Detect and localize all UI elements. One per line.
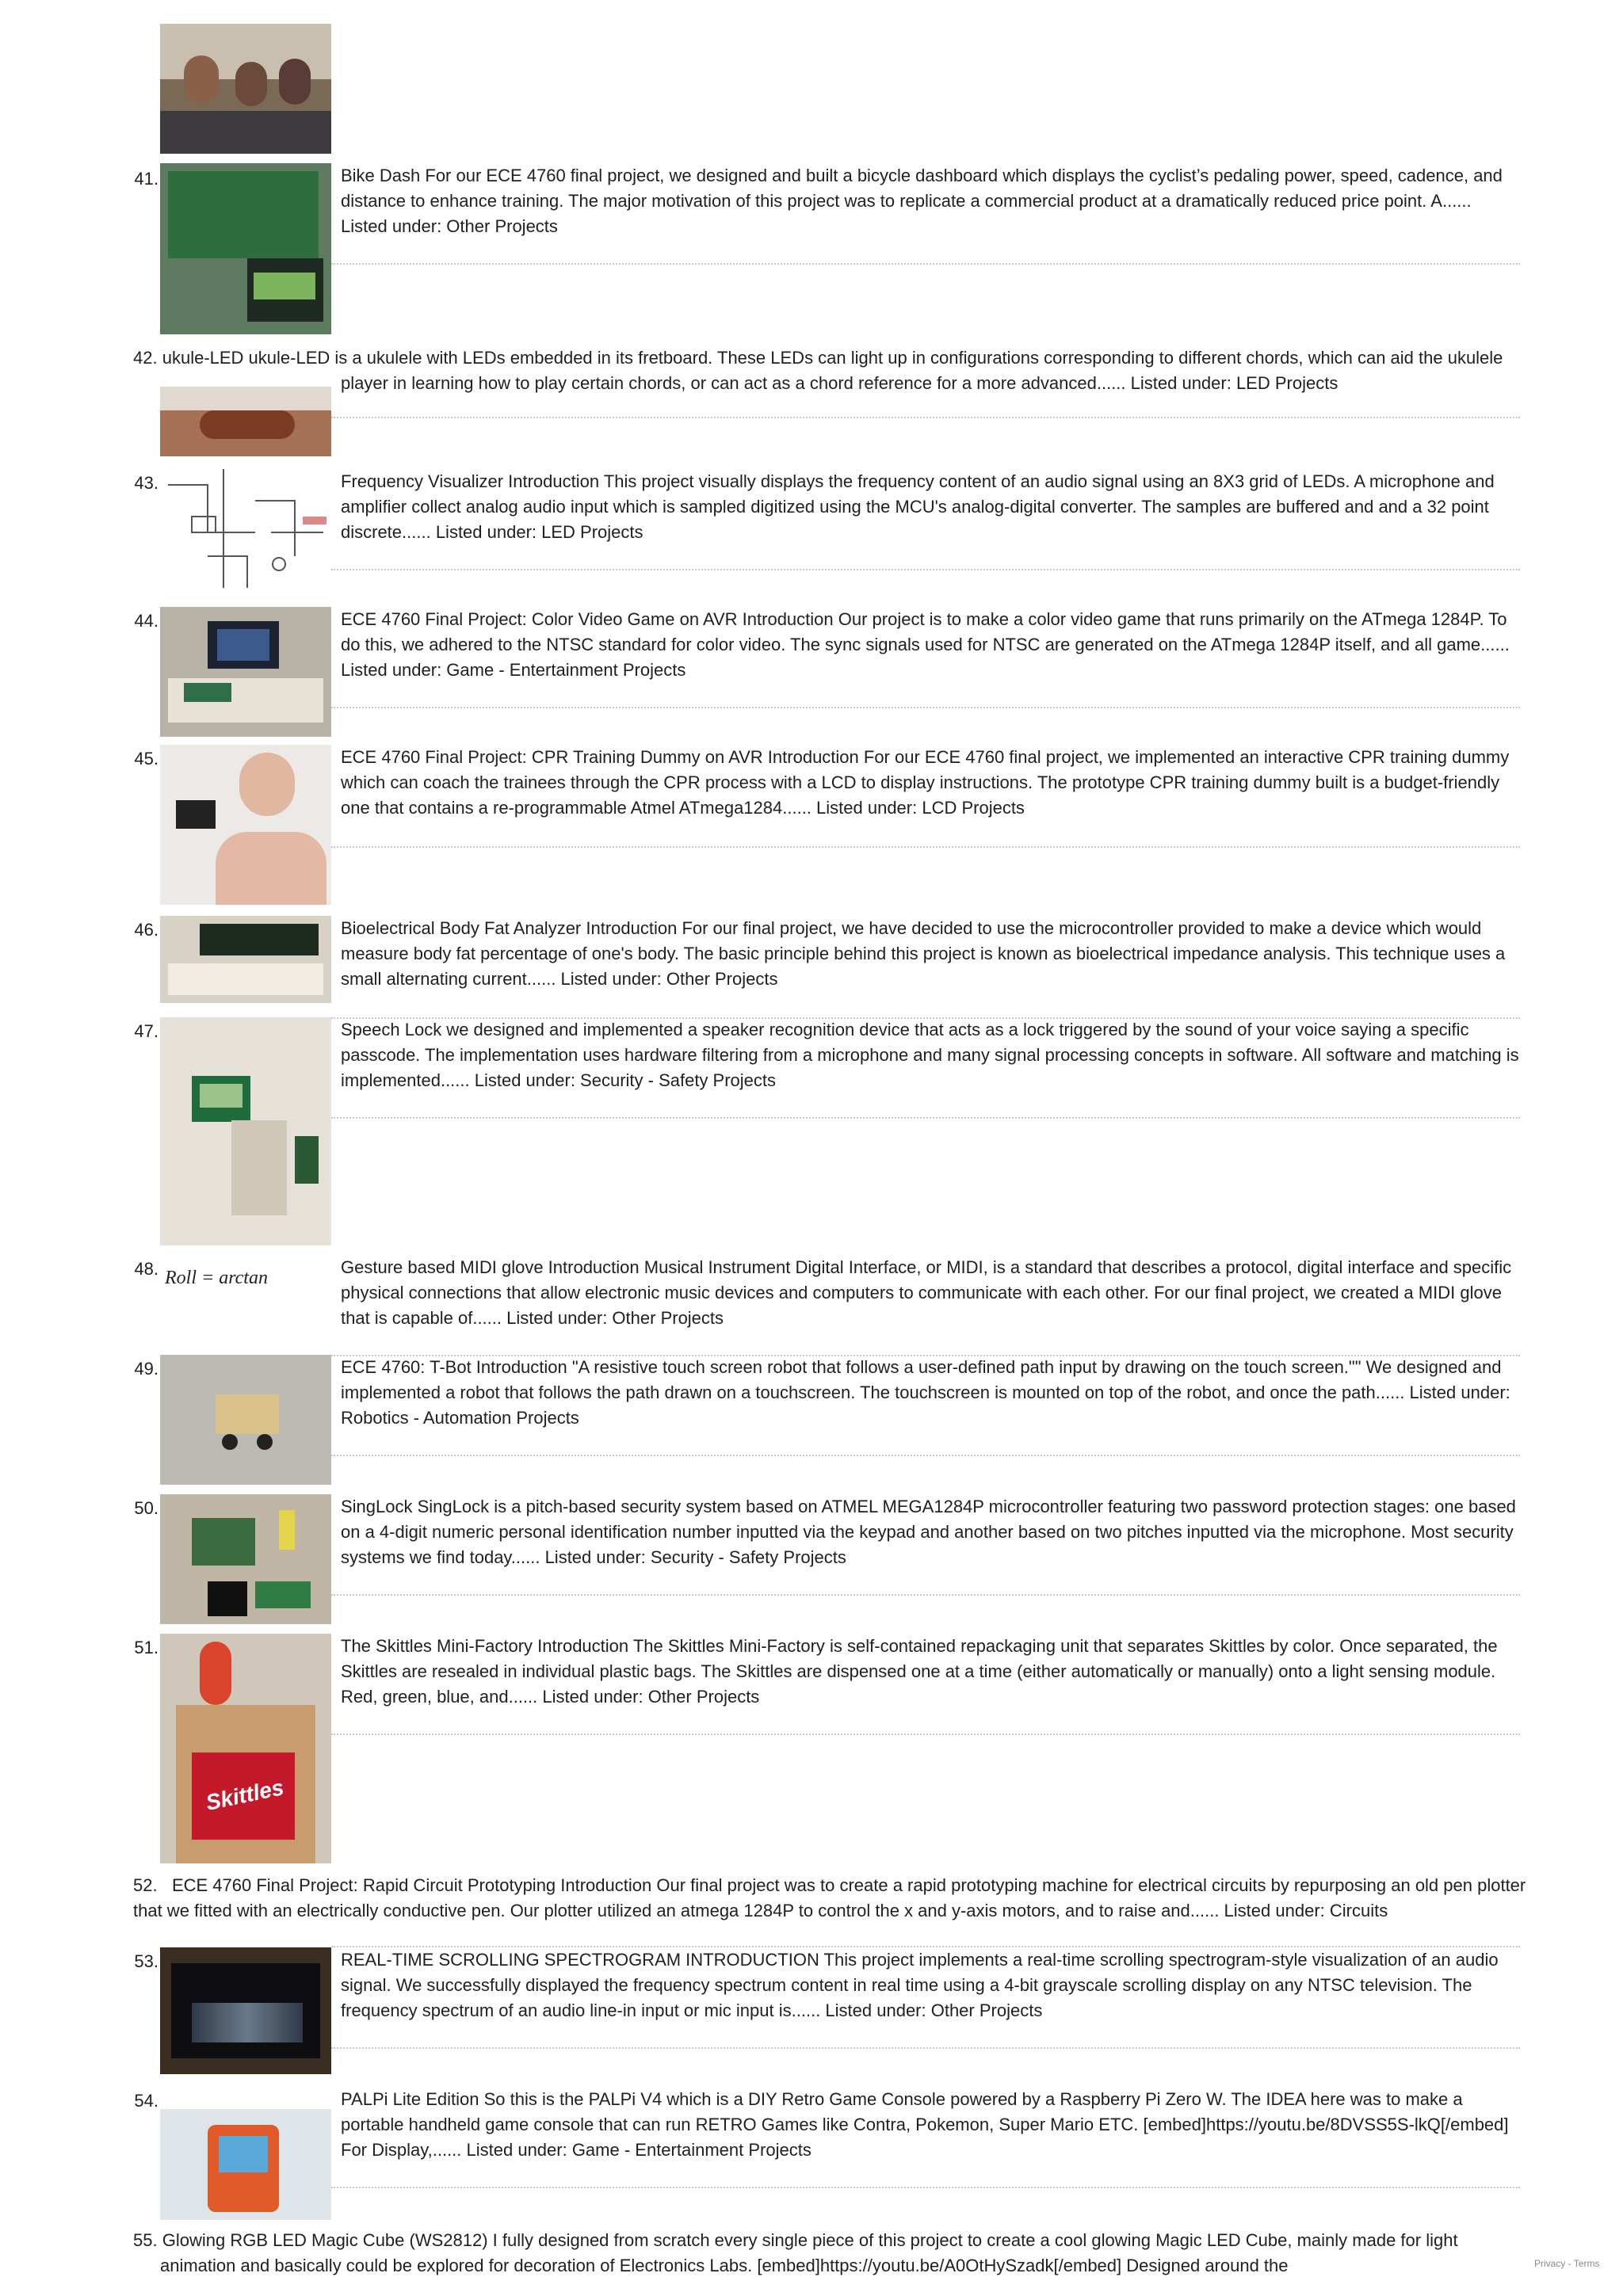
item-number: 50. — [134, 1498, 158, 1518]
item-number: 46. — [134, 920, 158, 940]
item-number: 51. — [134, 1638, 158, 1657]
thumbnail-image[interactable] — [160, 607, 331, 737]
item-number: 55. — [133, 2230, 158, 2250]
item-description[interactable]: PALPi Lite Edition So this is the PALPi V4 which is a DIY Retro Game Console powered by a Raspberry Pi Zero W. The IDEA here was to make a portable handheld game console that can run RETRO Games like Contra, Pokemon, Super Mario ETC. [embed]https://youtu.be/8DVSS5S-lkQ[/embed] For Display,...... Listed under: Game - Entertainment Projects — [341, 2089, 1509, 2160]
item-description[interactable]: Speech Lock we designed and implemented a speaker recognition device that acts as a lock triggered by the sound of your voice saying a specific passcode. The implementation uses hardware filtering from a microphone and many signal processing concepts in software. All software and matching is implemented...... Listed under: Security - Safety Projects — [341, 1020, 1519, 1090]
thumbnail-image[interactable] — [160, 916, 331, 1003]
thumbnail-image[interactable] — [160, 24, 331, 154]
item-number: 42. — [133, 348, 158, 368]
divider — [331, 846, 1520, 848]
thumbnail-image[interactable] — [160, 1947, 331, 2074]
item-description[interactable]: SingLock SingLock is a pitch-based security system based on ATMEL MEGA1284P microcontroller featuring two password protection stages: one based on a 4-digit numeric personal identification number inputted via the keypad and another based on two pitches inputted via the microphone. Most security systems we find today...... Listed under: Security - Safety Projects — [341, 1497, 1516, 1567]
divider — [331, 1117, 1520, 1119]
item-description[interactable]: 52. ECE 4760 Final Project: Rapid Circuit Prototyping Introduction Our final project was to create a rapid prototyping machine for electrical circuits by repurposing an old pen plotter that we fitted with an electrically conductive pen. Our plotter utilized an atmega 1284P to control the x and y-axis motors, and to raise and...... Listed under: Circuits — [133, 1875, 1526, 1920]
thumbnail-image[interactable] — [160, 1253, 331, 1306]
divider — [331, 1594, 1520, 1596]
thumbnail-image[interactable] — [160, 745, 331, 905]
item-description[interactable]: REAL-TIME SCROLLING SPECTROGRAM INTRODUCTION This project implements a real-time scrolling spectrogram-style visualization of an audio signal. We successfully displayed the frequency spectrum content in real time using a 4-bit grayscale scrolling display on any NTSC television. The frequency spectrum of an audio line-in input or mic input is...... Listed under: Other Projects — [341, 1950, 1499, 2020]
item-description-continued[interactable]: player in learning how to play certain chords, or can act as a chord reference for a more advanced...... Listed under: LED Projects — [341, 373, 1338, 393]
divider — [331, 417, 1520, 418]
thumbnail-image[interactable] — [160, 1017, 331, 1245]
divider — [331, 569, 1520, 570]
item-description[interactable]: 42. ukule-LED ukule-LED is a ukulele with LEDs embedded in its fretboard. These LEDs can light up in configurations corresponding to different chords, which can aid the ukulele — [133, 348, 1503, 368]
thumbnail-image[interactable] — [160, 2109, 331, 2220]
circuit-schematic-icon — [160, 469, 331, 599]
item-number: 53. — [134, 1951, 158, 1971]
item-description[interactable]: ECE 4760: T-Bot Introduction "A resistive touch screen robot that follows a user-defined path input by drawing on the touch screen."" We designed and implemented a robot that follows the path drawn on a touchscreen. The touchscreen is mounted on top of the robot, and once the path...... Listed under: Robotics - Automation Projects — [341, 1357, 1510, 1428]
divider — [331, 263, 1520, 265]
item-number: 43. — [134, 473, 158, 493]
item-number: 41. — [134, 169, 158, 189]
item-number: 52. — [133, 1875, 158, 1895]
divider — [331, 2047, 1520, 2049]
item-number: 45. — [134, 749, 158, 769]
item-number: 47. — [134, 1021, 158, 1041]
divider — [331, 707, 1520, 708]
item-description-continued[interactable]: animation and basically could be explored for decoration of Electronics Labs. [embed]https://youtu.be/A0OtHySzadk[/embed] Designed around the — [160, 2256, 1289, 2275]
thumbnail-image[interactable] — [160, 469, 331, 599]
item-description[interactable]: Frequency Visualizer Introduction This project visually displays the frequency content of an audio signal using an 8X3 grid of LEDs. A microphone and amplifier collect analog audio input which is sampled digitized using the MCU's analog-digital converter. The samples are buffered and and a 32 point discrete...... Listed under: LED Projects — [341, 471, 1495, 542]
thumbnail-image[interactable] — [160, 163, 331, 334]
skittles-logo: Skittles — [203, 1774, 286, 1816]
item-number: 49. — [134, 1359, 158, 1379]
thumbnail-image[interactable] — [160, 1355, 331, 1485]
thumbnail-image[interactable] — [160, 387, 331, 456]
item-description[interactable]: Bioelectrical Body Fat Analyzer Introduction For our final project, we have decided to use the microcontroller provided to make a device which would measure body fat percentage of one's body. The basic principle behind this project is known as bioelectrical impedance analysis. This technique uses a small alternating current...... Listed under: Other Projects — [341, 918, 1506, 989]
item-number: 48. — [134, 1259, 158, 1279]
item-description[interactable]: ECE 4760 Final Project: CPR Training Dummy on AVR Introduction For our ECE 4760 final project, we implemented an interactive CPR training dummy which can coach the trainees through the CPR process with a LCD to display instructions. The prototype CPR training dummy built is a budget-friendly one that contains a re-programmable Atmel ATmega1284...... Listed under: LCD Projects — [341, 747, 1510, 818]
privacy-terms-link[interactable]: Privacy - Terms — [1534, 2258, 1600, 2269]
item-number: 44. — [134, 611, 158, 631]
item-description[interactable]: The Skittles Mini-Factory Introduction The Skittles Mini-Factory is self-contained repackaging unit that separates Skittles by color. Once separated, the Skittles are resealed in individual plastic bags. The Skittles are dispensed one at a time (either automatically or manually) onto a light sensing module. Red, green, blue, and...... Listed under: Other Projects — [341, 1636, 1498, 1707]
item-description[interactable]: 55. Glowing RGB LED Magic Cube (WS2812) I fully designed from scratch every single piece of this project to create a cool glowing Magic LED Cube, mainly made for light — [133, 2230, 1458, 2250]
divider — [331, 2187, 1520, 2188]
item-number: 54. — [134, 2091, 158, 2111]
item-description[interactable]: ECE 4760 Final Project: Color Video Game on AVR Introduction Our project is to make a color video game that runs primarily on the ATmega 1284P. To do this, we adhered to the NTSC standard for color video. The sync signals used for NTSC are generated on the ATmega 1284P itself, and all game...... Listed under: Game - Entertainment Projects — [341, 609, 1510, 680]
thumbnail-image[interactable] — [160, 1494, 331, 1624]
item-description[interactable]: Gesture based MIDI glove Introduction Musical Instrument Digital Interface, or MIDI, is a standard that describes a protocol, digital interface and specific physical connections that allow electronic music devices and computers to communicate with each other. For our final project, we created a MIDI glove that is capable of...... Listed under: Other Projects — [341, 1257, 1512, 1328]
divider — [331, 1733, 1520, 1735]
item-description[interactable]: Bike Dash For our ECE 4760 final project, we designed and built a bicycle dashboard which displays the cyclist’s pedaling power, speed, cadence, and distance to enhance training. The major motivation of this project was to replicate a commercial product at a dramatically reduced price point. A...... Listed under: Other Projects — [341, 166, 1503, 236]
divider — [331, 1455, 1520, 1456]
formula-text: Roll = arctan — [165, 1268, 268, 1288]
thumbnail-image[interactable] — [160, 1634, 331, 1863]
